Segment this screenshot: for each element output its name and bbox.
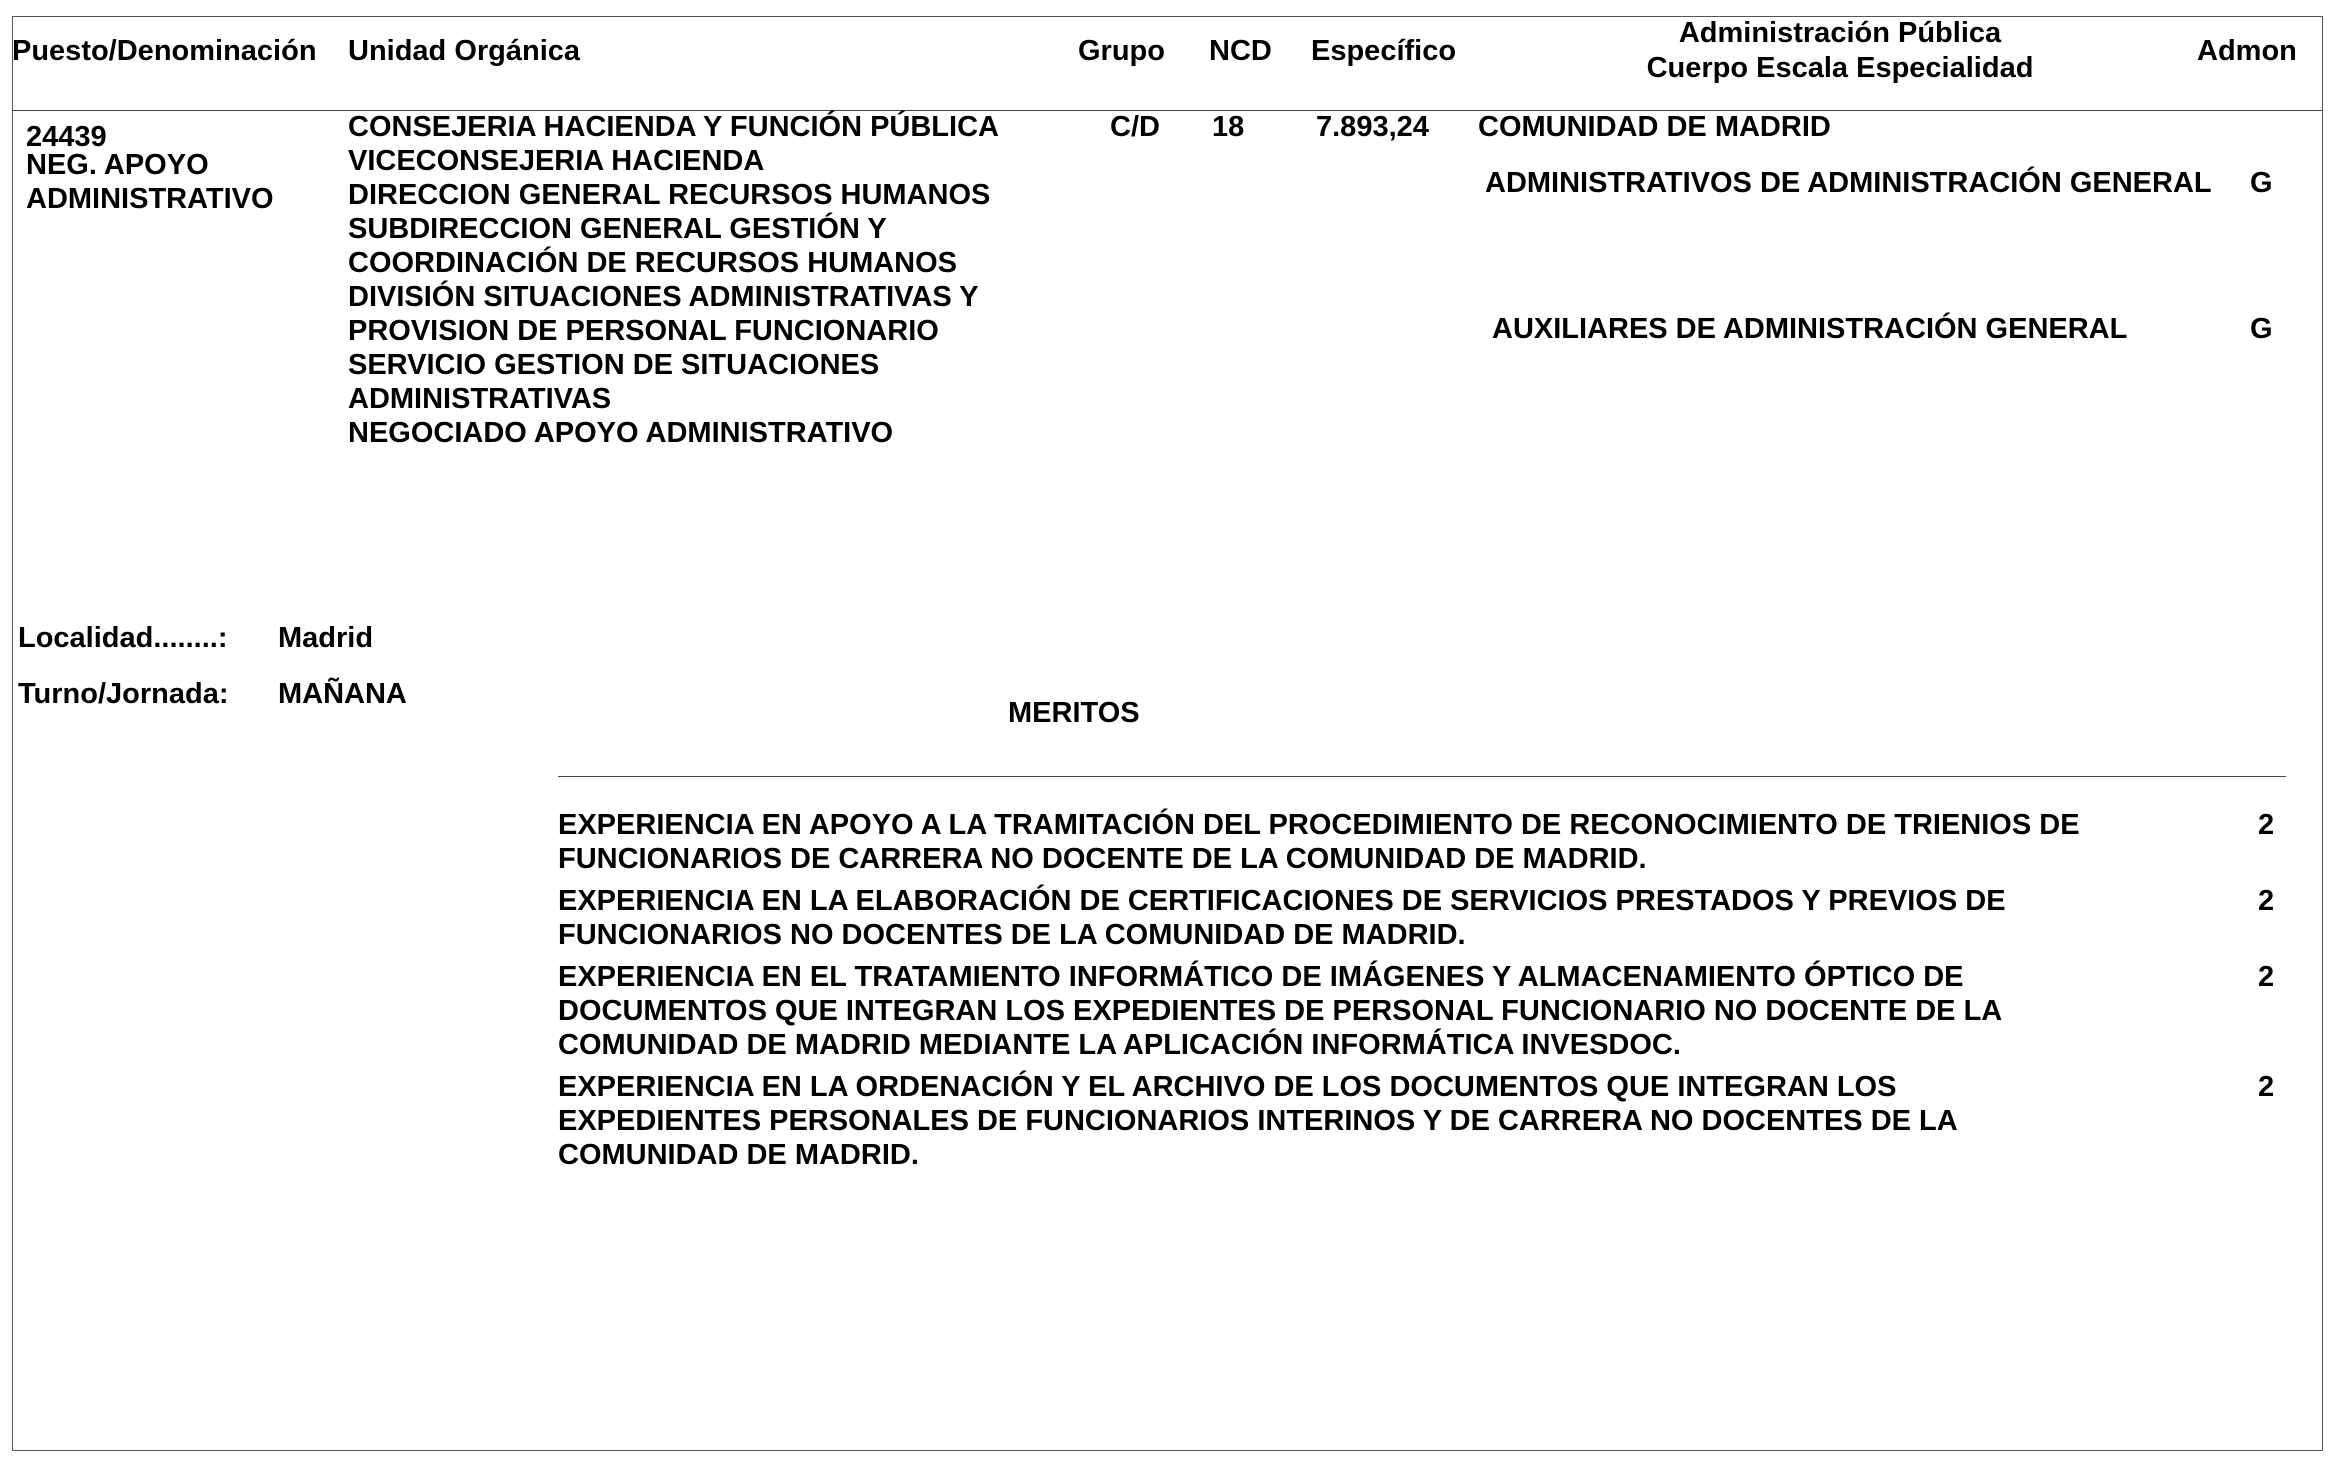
merito-points: 2 <box>2258 885 2275 917</box>
merito-line: EXPERIENCIA EN LA ORDENACIÓN Y EL ARCHIVO DE LOS DOCUMENTOS QUE INTEGRAN LOS <box>558 1071 1897 1103</box>
merito-points: 2 <box>2258 961 2275 993</box>
unidad-line: VICECONSEJERIA HACIENDA <box>348 145 765 177</box>
merito-line: EXPEDIENTES PERSONALES DE FUNCIONARIOS INTERINOS Y DE CARRERA NO DOCENTES DE LA <box>558 1105 1958 1137</box>
unidad-organica <box>348 110 999 450</box>
puesto-especifico: 7.893,24 <box>1316 111 1429 143</box>
header-admin-publica: Administración Pública <box>1678 17 2002 49</box>
turno-value: MAÑANA <box>278 678 407 710</box>
merito-line: DOCUMENTOS QUE INTEGRAN LOS EXPEDIENTES DE PERSONAL FUNCIONARIO NO DOCENTE DE LA <box>558 995 2003 1027</box>
unidad-line: PROVISION DE PERSONAL FUNCIONARIO <box>348 315 939 347</box>
unidad-line: CONSEJERIA HACIENDA Y FUNCIÓN PÚBLICA <box>348 111 999 143</box>
merito-line: EXPERIENCIA EN APOYO A LA TRAMITACIÓN DEL PROCEDIMIENTO DE RECONOCIMIENTO DE TRIENIOS DE <box>558 809 2080 841</box>
header-especifico: Específico <box>1311 35 1457 67</box>
header-unidad: Unidad Orgánica <box>348 35 581 67</box>
unidad-line: SUBDIRECCION GENERAL GESTIÓN Y <box>348 213 887 245</box>
unidad-line: SERVICIO GESTION DE SITUACIONES <box>348 349 880 381</box>
localidad-label: Localidad........: <box>18 622 228 654</box>
administracion: COMUNIDAD DE MADRID <box>1478 111 1831 143</box>
merito-line: EXPERIENCIA EN LA ELABORACIÓN DE CERTIFICACIONES DE SERVICIOS PRESTADOS Y PREVIOS DE <box>558 885 2006 917</box>
meritos-divider <box>558 776 2286 777</box>
merito-line: FUNCIONARIOS NO DOCENTES DE LA COMUNIDAD DE MADRID. <box>558 919 1466 951</box>
merito-line: COMUNIDAD DE MADRID. <box>558 1139 919 1171</box>
denominacion-line: ADMINISTRATIVO <box>26 183 274 215</box>
header-ncd: NCD <box>1209 35 1272 67</box>
merito-line: EXPERIENCIA EN EL TRATAMIENTO INFORMÁTICO DE IMÁGENES Y ALMACENAMIENTO ÓPTICO DE <box>558 961 1964 993</box>
cuerpo-admon: G <box>2250 313 2273 345</box>
turno-label: Turno/Jornada: <box>18 678 229 710</box>
header-puesto: Puesto/Denominación <box>12 35 317 67</box>
header-cuerpo-escala: Cuerpo Escala Especialidad <box>1646 52 2034 84</box>
localidad-value: Madrid <box>278 622 374 654</box>
puesto-ncd: 18 <box>1212 111 1245 143</box>
merito-item <box>558 1070 1958 1172</box>
unidad-line: ADMINISTRATIVAS <box>348 383 612 415</box>
merito-item <box>558 808 2080 876</box>
merito-item <box>558 884 2006 952</box>
puesto-denominacion <box>26 148 274 216</box>
header-grupo: Grupo <box>1078 35 1165 67</box>
cuerpo-nombre: ADMINISTRATIVOS DE ADMINISTRACIÓN GENERAL <box>1485 167 2212 199</box>
merito-points: 2 <box>2258 1071 2275 1103</box>
unidad-line: NEGOCIADO APOYO ADMINISTRATIVO <box>348 417 894 449</box>
merito-points: 2 <box>2258 809 2275 841</box>
merito-line: FUNCIONARIOS DE CARRERA NO DOCENTE DE LA COMUNIDAD DE MADRID. <box>558 843 1647 875</box>
unidad-line: DIRECCION GENERAL RECURSOS HUMANOS <box>348 179 991 211</box>
unidad-line: DIVISIÓN SITUACIONES ADMINISTRATIVAS Y <box>348 281 979 313</box>
meritos-title: MERITOS <box>1008 697 1140 729</box>
puesto-grupo: C/D <box>1110 111 1160 143</box>
cuerpo-admon: G <box>2250 167 2273 199</box>
unidad-line: COORDINACIÓN DE RECURSOS HUMANOS <box>348 247 958 279</box>
merito-item <box>558 960 2002 1062</box>
denominacion-line: NEG. APOYO <box>26 149 209 181</box>
cuerpo-nombre: AUXILIARES DE ADMINISTRACIÓN GENERAL <box>1492 313 2128 345</box>
merito-line: COMUNIDAD DE MADRID MEDIANTE LA APLICACIÓN INFORMÁTICA INVESDOC. <box>558 1029 1681 1061</box>
puesto-codigo: 24439 <box>26 121 107 153</box>
header-admon: Admon <box>2197 35 2297 67</box>
